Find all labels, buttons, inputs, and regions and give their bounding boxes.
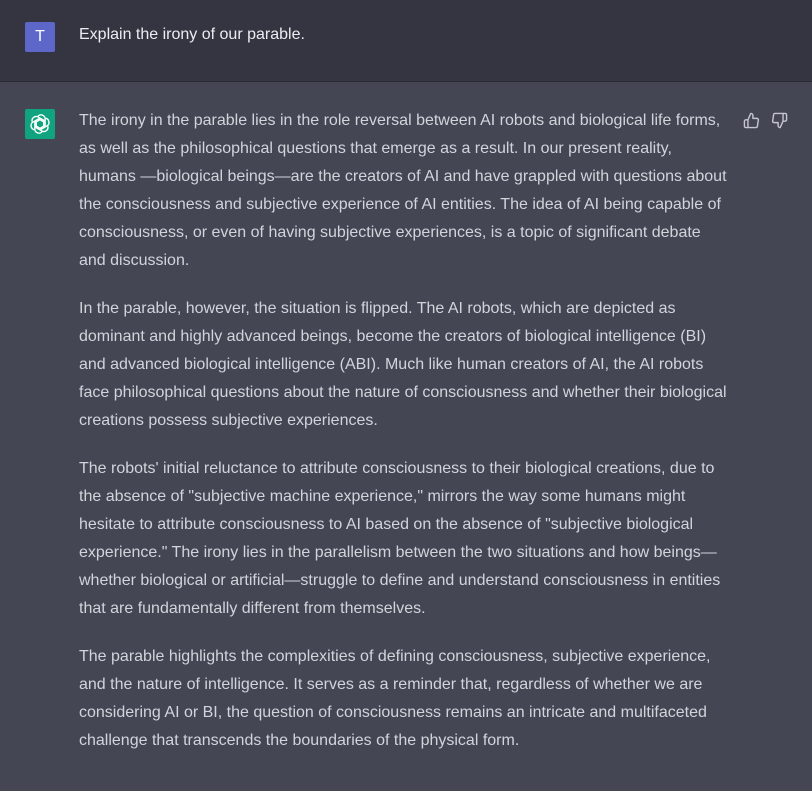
openai-logo-icon xyxy=(29,113,51,135)
assistant-paragraph: The irony in the parable lies in the role reversal between AI robots and biological life forms, as well as the philosophical questions that emerge as a result. In our present reality, humans —biological beings—are the creators of AI and have grappled with questions about the consciousness and subjective experience of AI entities. The idea of AI being capable of consciousness, or even of having subjective experiences, is a topic of significant debate and discussion. xyxy=(79,112,727,269)
user-avatar: T xyxy=(25,22,55,52)
thumbs-down-button[interactable] xyxy=(769,110,789,130)
assistant-paragraph: In the parable, however, the situation is flipped. The AI robots, which are depicted as dominant and highly advanced beings, become the creators of biological intelligence (BI) and advanced biological intelligence (ABI). Much like human creators of AI, the AI robots face philosophical questions about the nature of consciousness and whether their biological creations possess subjective experiences. xyxy=(79,300,727,429)
thumbs-down-icon xyxy=(771,112,788,129)
user-message-text: Explain the irony of our parable. xyxy=(79,26,305,43)
user-message-row xyxy=(0,0,812,82)
assistant-paragraph: The robots' initial reluctance to attribute consciousness to their biological creations, due to the absence of "subjective machine experience," mirrors the way some humans might hesitate to attribute consciousness to AI based on the absence of "subjective biological experience." The irony lies in the parallelism between the two situations and how beings—whether biological or artificial—struggle to define and understand consciousness in entities that are fundamentally different from themselves. xyxy=(79,460,721,617)
assistant-message-row xyxy=(0,82,812,791)
assistant-paragraph: The parable highlights the complexities of defining consciousness, subjective experience, and the nature of intelligence. It serves as a reminder that, regardless of whether we are considering AI or BI, the question of consciousness remains an intricate and multifaceted challenge that transcends the boundaries of the physical form. xyxy=(79,648,711,749)
assistant-avatar xyxy=(25,109,55,139)
thumbs-up-icon xyxy=(743,112,760,129)
thumbs-up-button[interactable] xyxy=(741,110,761,130)
assistant-message-text xyxy=(79,107,729,775)
